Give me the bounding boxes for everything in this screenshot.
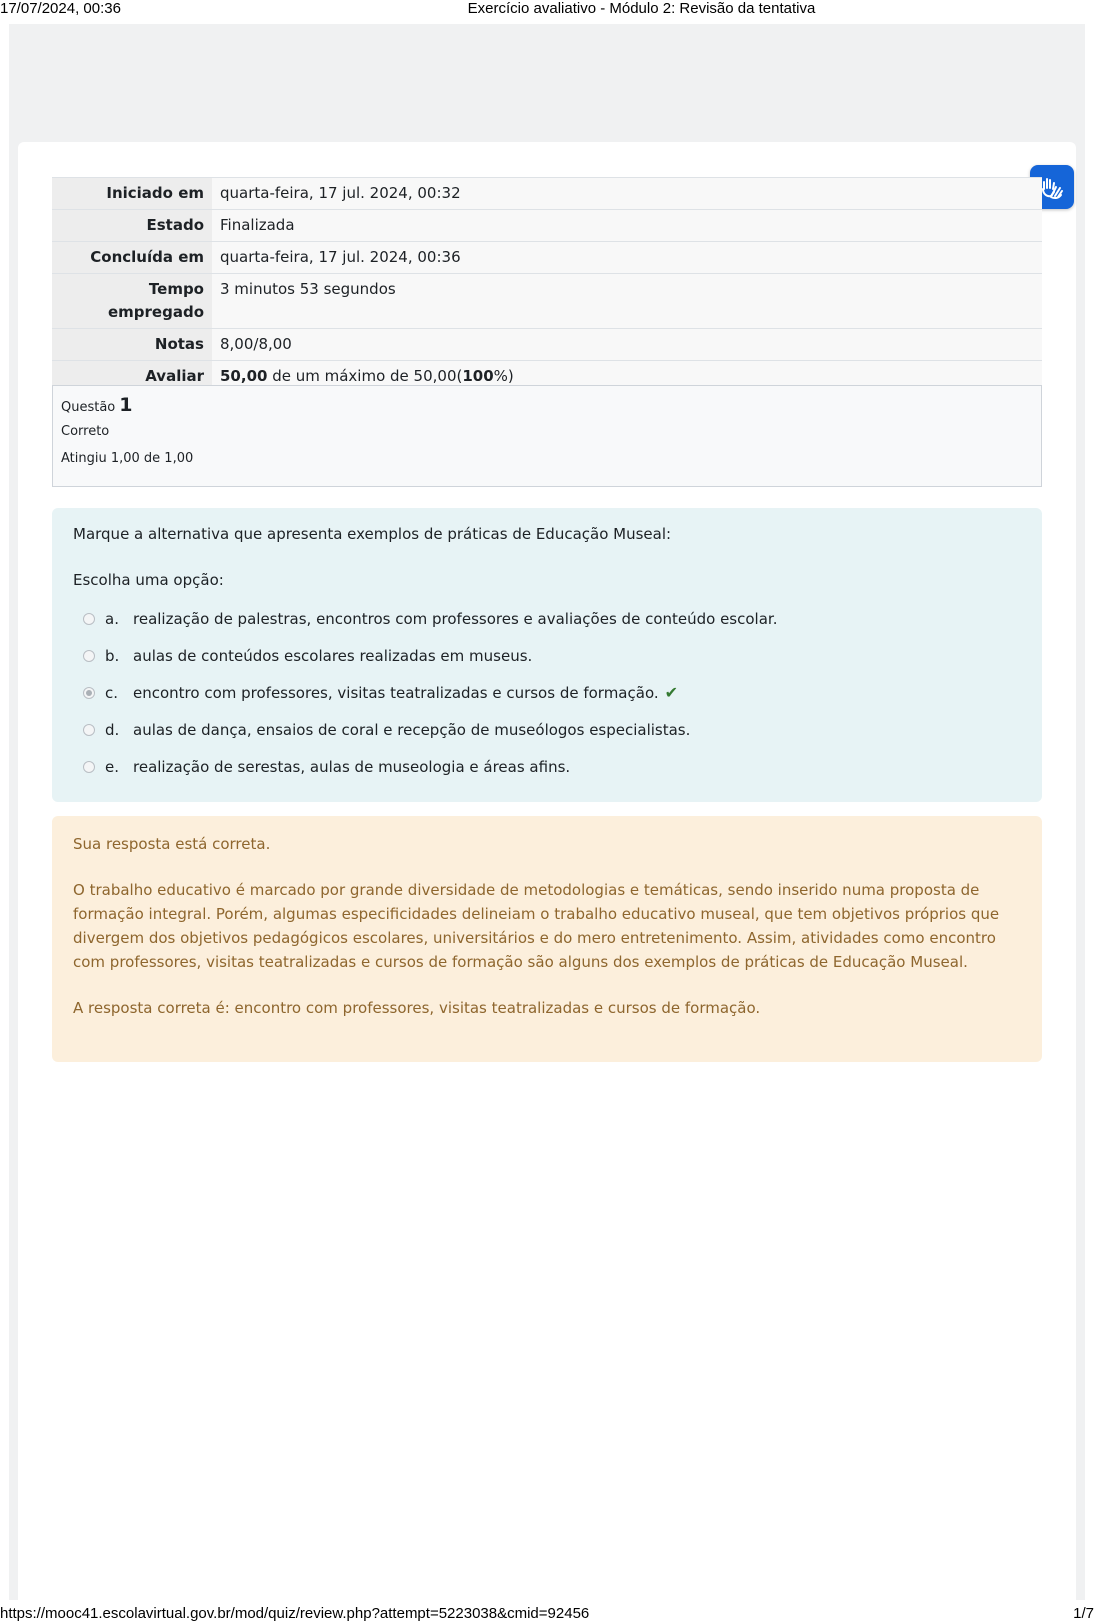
radio-button[interactable] <box>83 761 95 773</box>
summary-value: Finalizada <box>212 210 1042 242</box>
summary-label: Tempo empregado <box>52 274 212 329</box>
summary-row-started <box>52 178 1042 210</box>
page-header-band <box>9 24 1085 142</box>
question-prompt: Marque a alternativa que apresenta exemplos de práticas de Educação Museal: <box>73 525 672 543</box>
print-page-title: Exercício avaliativo - Módulo 2: Revisão da tentativa <box>467 0 816 17</box>
option-text: aulas de dança, ensaios de coral e recepção de museólogos especialistas. <box>133 720 691 739</box>
option-letter: e. <box>105 757 119 776</box>
option-letter: a. <box>105 609 119 628</box>
check-icon: ✔ <box>664 683 679 702</box>
right-answer: A resposta correta é: encontro com professores, visitas teatralizadas e cursos de formação. <box>73 999 761 1017</box>
summary-label: Estado <box>52 210 212 242</box>
option-letter: d. <box>105 720 120 739</box>
radio-button-selected[interactable] <box>83 687 95 699</box>
radio-button[interactable] <box>83 724 95 736</box>
question-feedback <box>52 816 1042 1062</box>
question-state: Correto <box>61 424 110 439</box>
specific-feedback: Sua resposta está correta. <box>73 835 271 853</box>
general-feedback: O trabalho educativo é marcado por grande diversidade de metodologias e temáticas, sendo inserido numa proposta de formação integral. Porém, algumas especificidades delineiam o trabalho educativo museal, que tem objetivos próprios que divergem dos objetivos pedagógicos escolares, universitários e do mero entretenimento. Assim, atividades como encontro com professores, visitas teatralizadas e cursos de formação são alguns dos exemplos de práticas de Educação Museal. <box>73 881 1000 971</box>
summary-label: Avaliar <box>52 361 212 393</box>
grade-middle: de um máximo de 50,00( <box>267 367 463 385</box>
summary-value: quarta-feira, 17 jul. 2024, 00:36 <box>212 242 1042 274</box>
radio-button[interactable] <box>83 650 95 662</box>
summary-row-state <box>52 210 1042 242</box>
answer-option-b[interactable] <box>73 637 1021 674</box>
sign-language-hands-icon <box>1038 173 1066 201</box>
question-number <box>61 394 1033 416</box>
question-number-value: 1 <box>119 394 133 416</box>
summary-row-time-taken <box>52 274 1042 329</box>
print-page-number: 1/7 <box>1073 1605 1094 1622</box>
question-formulation <box>52 508 1042 802</box>
option-text: encontro com professores, visitas teatralizadas e cursos de formação. <box>133 683 659 702</box>
summary-value: 8,00/8,00 <box>212 329 1042 361</box>
summary-value: 3 minutos 53 segundos <box>212 274 1042 329</box>
question-info-box <box>52 385 1042 487</box>
option-letter: c. <box>105 683 119 702</box>
option-text: realização de palestras, encontros com professores e avaliações de conteúdo escolar. <box>133 609 778 628</box>
grade-percent: 100 <box>462 367 494 385</box>
answer-option-c[interactable] <box>73 674 1021 711</box>
grade-suffix: %) <box>493 367 514 385</box>
summary-row-marks <box>52 329 1042 361</box>
print-header <box>0 0 1094 18</box>
summary-row-completed <box>52 242 1042 274</box>
print-datetime: 17/07/2024, 00:36 <box>0 0 121 17</box>
print-url: https://mooc41.escolavirtual.gov.br/mod/quiz/review.php?attempt=5223038&cmid=92456 <box>0 1605 590 1622</box>
print-footer <box>0 1605 1094 1623</box>
grade-score: 50,00 <box>220 367 268 385</box>
summary-label: Concluída em <box>52 242 212 274</box>
summary-label: Iniciado em <box>52 178 212 210</box>
radio-button[interactable] <box>83 613 95 625</box>
option-text: realização de serestas, aulas de museologia e áreas afins. <box>133 757 571 776</box>
option-text: aulas de conteúdos escolares realizadas em museus. <box>133 646 533 665</box>
option-letter: b. <box>105 646 120 665</box>
question-number-label: Questão <box>61 400 116 415</box>
answer-option-a[interactable] <box>73 600 1021 637</box>
summary-value: quarta-feira, 17 jul. 2024, 00:32 <box>212 178 1042 210</box>
answer-option-e[interactable] <box>73 748 1021 785</box>
answer-option-d[interactable] <box>73 711 1021 748</box>
summary-label: Notas <box>52 329 212 361</box>
choose-option-label: Escolha uma opção: <box>73 571 224 589</box>
attempt-summary-table <box>52 177 1042 392</box>
question-grade: Atingiu 1,00 de 1,00 <box>61 451 194 466</box>
